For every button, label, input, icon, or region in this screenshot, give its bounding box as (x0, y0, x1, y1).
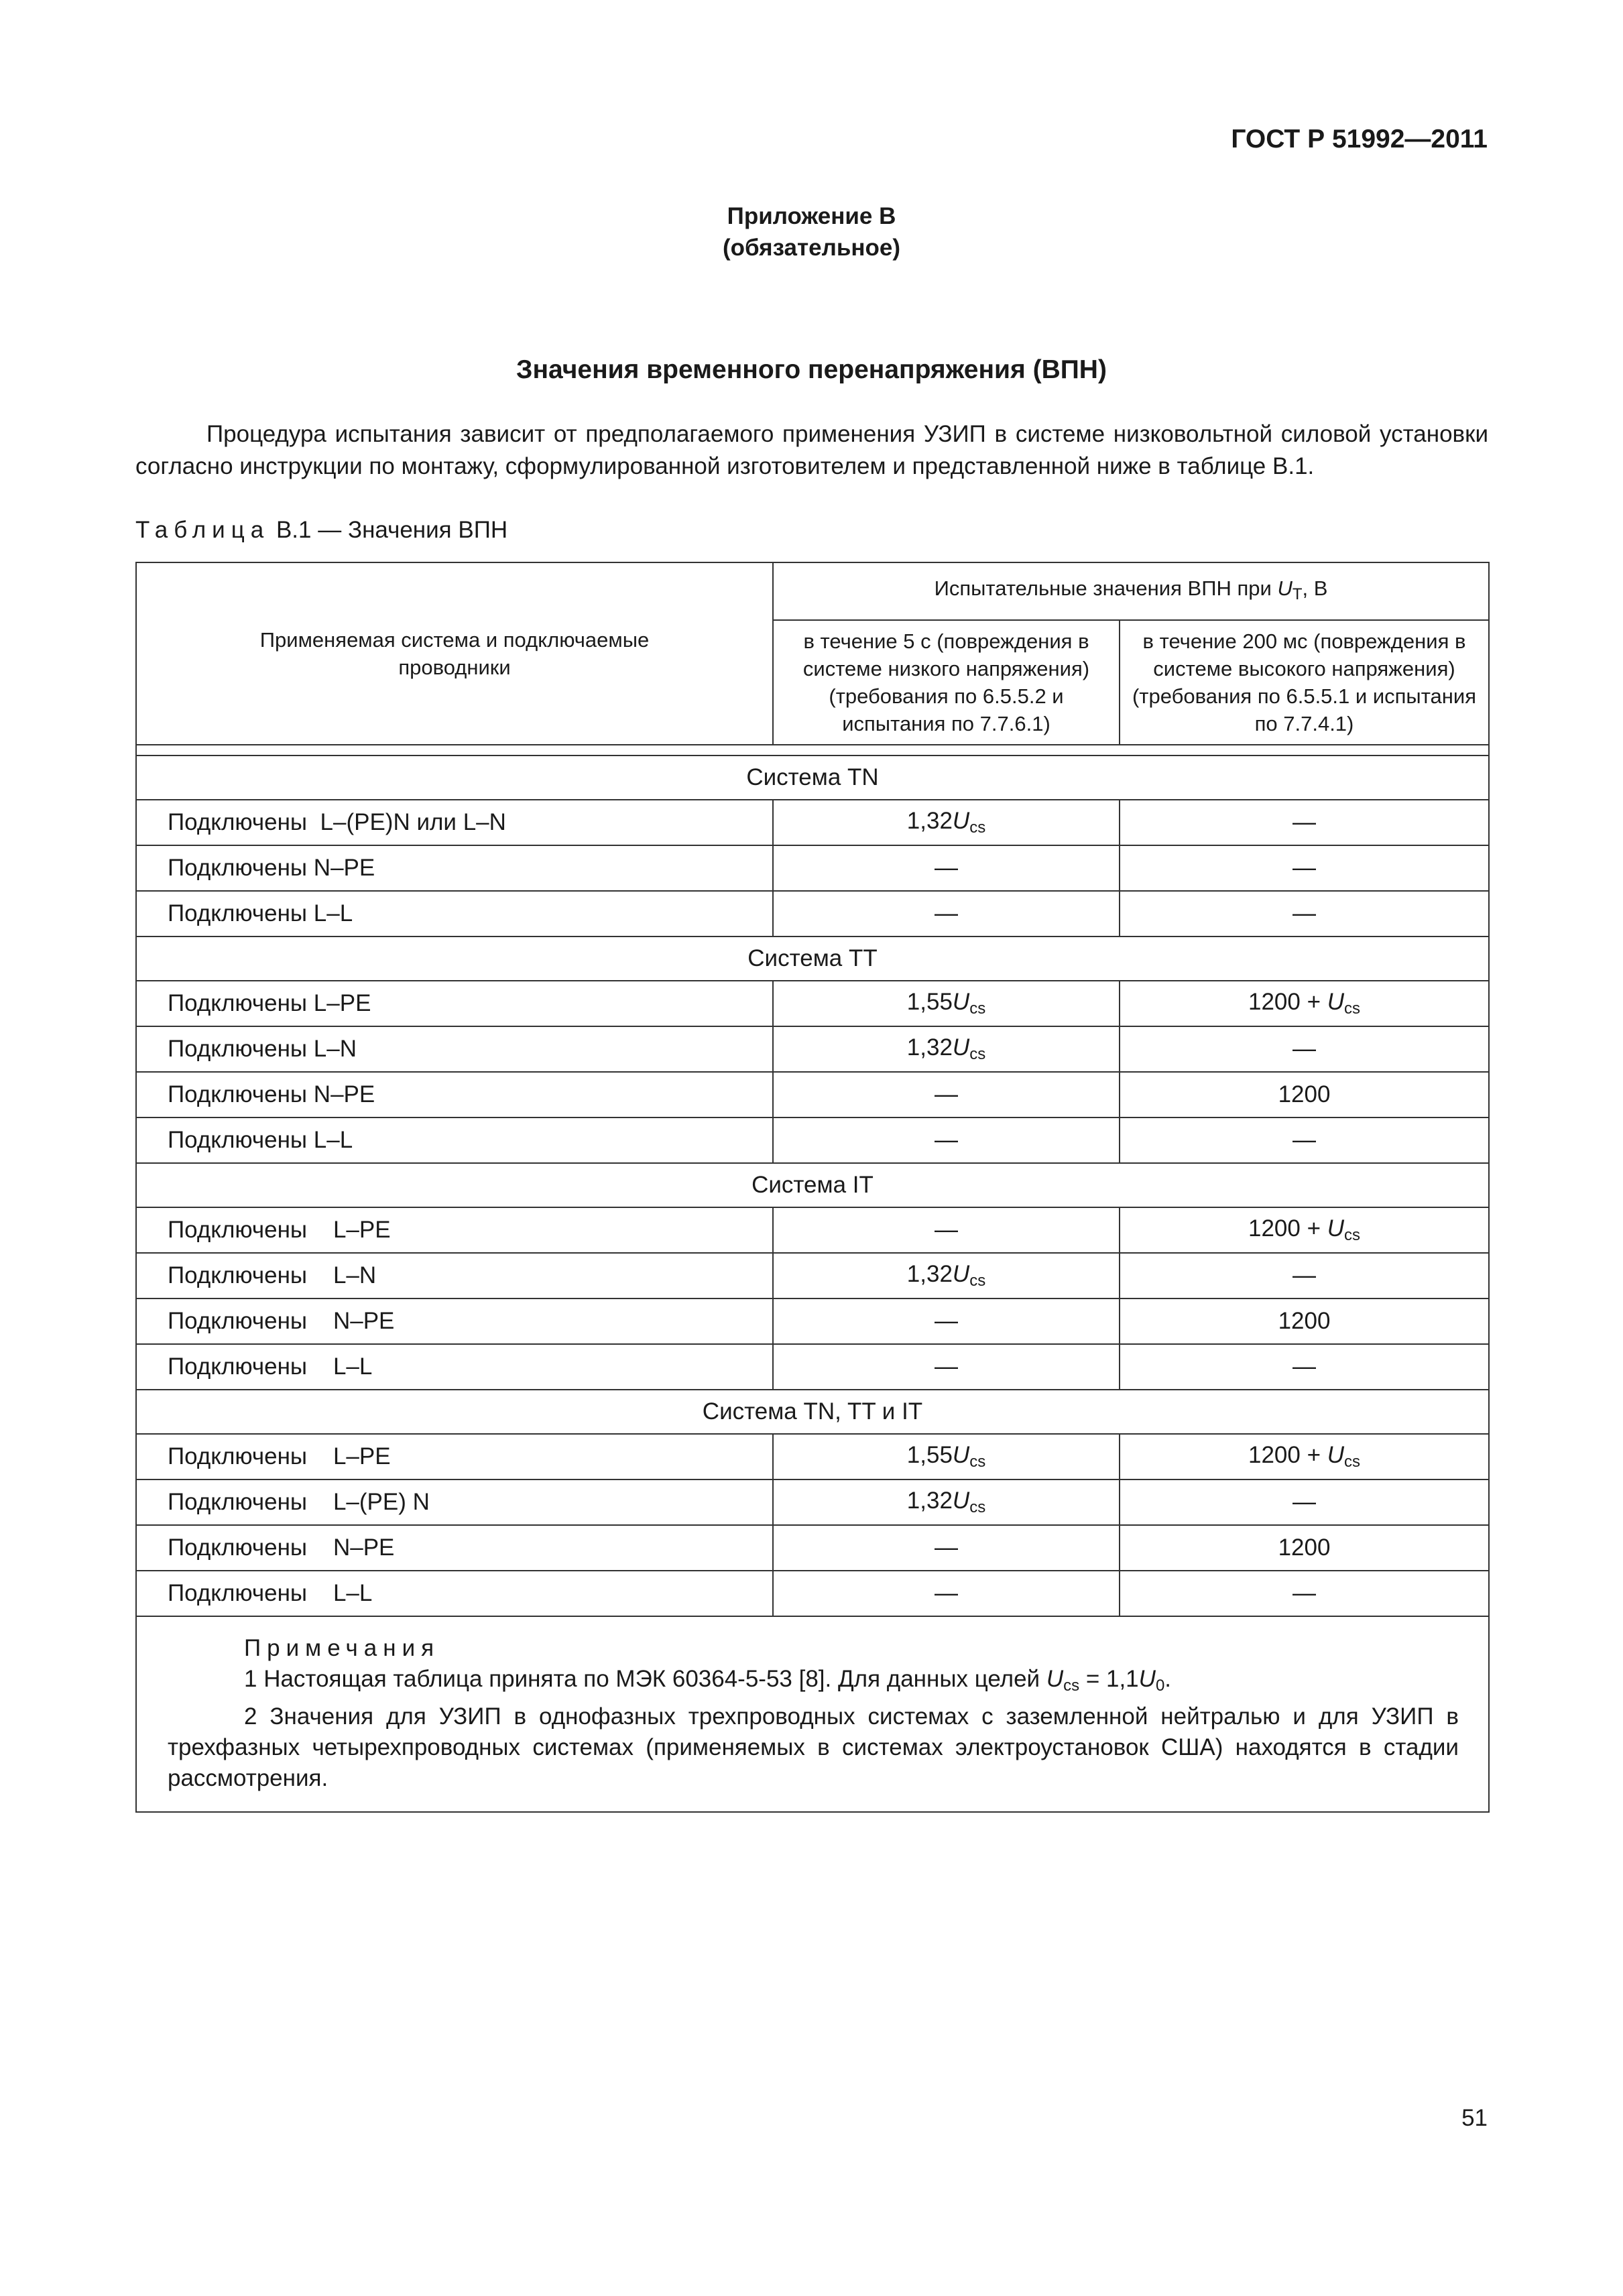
system-header-row (136, 756, 1489, 800)
table-row (136, 891, 1489, 936)
table-caption-word: Таблица (135, 517, 270, 543)
value-200ms-symbol: U (1327, 1215, 1345, 1242)
value-5s: — (773, 845, 1120, 891)
row-connection-label: Подключены L–L (136, 1571, 773, 1616)
value-200ms-symbol: U (1327, 989, 1345, 1015)
value-200ms: — (1120, 845, 1489, 891)
value-200ms-number: 1200 + (1248, 1442, 1327, 1468)
header-test-values-sub: T (1292, 585, 1303, 603)
value-200ms: — (1120, 1117, 1489, 1163)
header-double-rule (136, 745, 1489, 756)
value-200ms: 1200 (1120, 1072, 1489, 1117)
note-1-text-a: 1 Настоящая таблица принята по МЭК 60364-5-53 [8]. Для данных целей (244, 1666, 1046, 1692)
table-row (136, 1571, 1489, 1616)
note-1-sub-1: cs (1063, 1677, 1080, 1695)
value-5s (773, 981, 1120, 1026)
value-5s: — (773, 1298, 1120, 1344)
value-200ms: — (1120, 1026, 1489, 1072)
table-row (136, 1117, 1489, 1163)
value-200ms: — (1120, 1344, 1489, 1390)
note-1-symbol-2: U (1138, 1666, 1156, 1692)
note-1-sub-2: 0 (1155, 1677, 1165, 1695)
header-test-values-unit: , В (1302, 577, 1328, 600)
system-title: Система TN, TT и IT (136, 1390, 1489, 1434)
value-200ms (1120, 1207, 1489, 1253)
value-200ms-subscript: cs (1344, 1000, 1361, 1018)
value-5s (773, 800, 1120, 845)
note-1-symbol-1: U (1046, 1666, 1064, 1692)
row-connection-label: Подключены N–PE (136, 845, 773, 891)
table-row (136, 1344, 1489, 1390)
value-5s (773, 1479, 1120, 1525)
notes-cell (136, 1616, 1489, 1812)
value-5s-subscript: cs (969, 1498, 986, 1516)
table-caption (135, 517, 507, 544)
value-5s-number: 1,55 (906, 1442, 953, 1468)
tov-table (135, 562, 1490, 1813)
value-200ms-subscript: cs (1344, 1453, 1361, 1471)
value-5s-subscript: cs (969, 1000, 986, 1018)
value-200ms-subscript: cs (1344, 1226, 1361, 1244)
table-row (136, 1253, 1489, 1298)
table-row (136, 1298, 1489, 1344)
value-5s (773, 1253, 1120, 1298)
intro-text: Процедура испытания зависит от предполагаемого применения УЗИП в системе низковольтной силовой установки согласно инструкции по монтажу, сформулированной изготовителем и представленной ниже в таблице В.1. (135, 421, 1488, 479)
row-connection-label: Подключены L–PE (136, 1207, 773, 1253)
value-5s-symbol: U (952, 1034, 970, 1061)
value-200ms-number: 1200 + (1248, 1215, 1327, 1242)
notes-row (136, 1616, 1489, 1812)
note-2: 2 Значения для УЗИП в однофазных трехпроводных системах с заземленной нейтралью и для УЗИП в трехфазных четырехпроводных системах (применяемых в системах электроустановок США) находятся в стадии рассмотрения. (168, 1703, 1459, 1791)
value-5s-symbol: U (952, 989, 970, 1015)
table-row (136, 1207, 1489, 1253)
page-number: 51 (1461, 2105, 1488, 2131)
table-row (136, 1434, 1489, 1479)
header-test-values-symbol: U (1277, 577, 1293, 600)
value-5s-symbol: U (952, 808, 970, 834)
value-5s-symbol: U (952, 1442, 970, 1468)
table-row (136, 1525, 1489, 1571)
row-connection-label: Подключены L–PE (136, 1434, 773, 1479)
value-200ms-number: 1200 + (1248, 989, 1327, 1015)
row-connection-label: Подключены L–PE (136, 981, 773, 1026)
standard-number: ГОСТ Р 51992—2011 (1231, 125, 1488, 154)
value-5s-subscript: cs (969, 819, 986, 837)
row-connection-label: Подключены L–L (136, 891, 773, 936)
row-connection-label: Подключены N–PE (136, 1072, 773, 1117)
value-200ms (1120, 981, 1489, 1026)
notes-heading: Примечания (244, 1635, 440, 1661)
table-row (136, 981, 1489, 1026)
value-200ms: — (1120, 1571, 1489, 1616)
row-connection-label: Подключены L–(PE)N или L–N (136, 800, 773, 845)
header-test-values (773, 562, 1489, 620)
value-5s: — (773, 1072, 1120, 1117)
value-5s-number: 1,32 (906, 1488, 953, 1514)
table-row (136, 800, 1489, 845)
row-connection-label: Подключены L–N (136, 1253, 773, 1298)
value-5s: — (773, 1525, 1120, 1571)
system-title: Система TT (136, 936, 1489, 981)
note-1-text-b: = 1,1 (1079, 1666, 1139, 1692)
table-caption-text: В.1 — Значения ВПН (269, 517, 508, 543)
system-header-row (136, 1390, 1489, 1434)
table-row (136, 1026, 1489, 1072)
value-200ms (1120, 1434, 1489, 1479)
system-header-row (136, 1163, 1489, 1207)
header-test-values-text: Испытательные значения ВПН при (934, 577, 1272, 600)
value-5s-symbol: U (952, 1261, 970, 1287)
system-title: Система TN (136, 756, 1489, 800)
note-1-text-c: . (1164, 1666, 1172, 1692)
value-5s-subscript: cs (969, 1453, 986, 1471)
value-5s-number: 1,32 (906, 1261, 953, 1287)
row-connection-label: Подключены L–L (136, 1344, 773, 1390)
value-5s-symbol: U (952, 1488, 970, 1514)
table-row (136, 845, 1489, 891)
appendix-title: Приложение В (727, 203, 896, 229)
value-200ms: — (1120, 1253, 1489, 1298)
value-200ms: — (1120, 1479, 1489, 1525)
row-connection-label: Подключены N–PE (136, 1525, 773, 1571)
table-row (136, 1479, 1489, 1525)
value-200ms: 1200 (1120, 1298, 1489, 1344)
value-5s: — (773, 1571, 1120, 1616)
value-200ms: — (1120, 800, 1489, 845)
value-5s-number: 1,32 (906, 808, 953, 834)
header-system-column: Применяемая система и подключаемые проводники (136, 562, 773, 745)
value-200ms: — (1120, 891, 1489, 936)
value-5s-number: 1,32 (906, 1034, 953, 1061)
section-title: Значения временного перенапряжения (ВПН) (516, 355, 1107, 384)
value-5s: — (773, 1344, 1120, 1390)
value-5s: — (773, 1207, 1120, 1253)
value-5s-subscript: cs (969, 1045, 986, 1063)
table-row (136, 1072, 1489, 1117)
value-200ms-symbol: U (1327, 1442, 1345, 1468)
value-200ms: 1200 (1120, 1525, 1489, 1571)
value-5s (773, 1026, 1120, 1072)
value-5s (773, 1434, 1120, 1479)
row-connection-label: Подключены N–PE (136, 1298, 773, 1344)
value-5s-subscript: cs (969, 1272, 986, 1290)
system-title: Система IT (136, 1163, 1489, 1207)
appendix-status: (обязательное) (722, 235, 900, 261)
header-5s-column: в течение 5 с (повреждения в системе низкого напряжения) (требования по 6.5.5.2 и испытания по 7.7.6.1) (773, 620, 1120, 745)
row-connection-label: Подключены L–(PE) N (136, 1479, 773, 1525)
note-1 (168, 1664, 1459, 1701)
value-5s-number: 1,55 (906, 989, 953, 1015)
value-5s: — (773, 1117, 1120, 1163)
row-connection-label: Подключены L–N (136, 1026, 773, 1072)
value-5s: — (773, 891, 1120, 936)
row-connection-label: Подключены L–L (136, 1117, 773, 1163)
system-header-row (136, 936, 1489, 981)
header-200ms-column: в течение 200 мс (повреждения в системе высокого напряжения) (требования по 6.5.5.1 и испытания по 7.7.4.1) (1120, 620, 1489, 745)
intro-paragraph (135, 418, 1488, 483)
